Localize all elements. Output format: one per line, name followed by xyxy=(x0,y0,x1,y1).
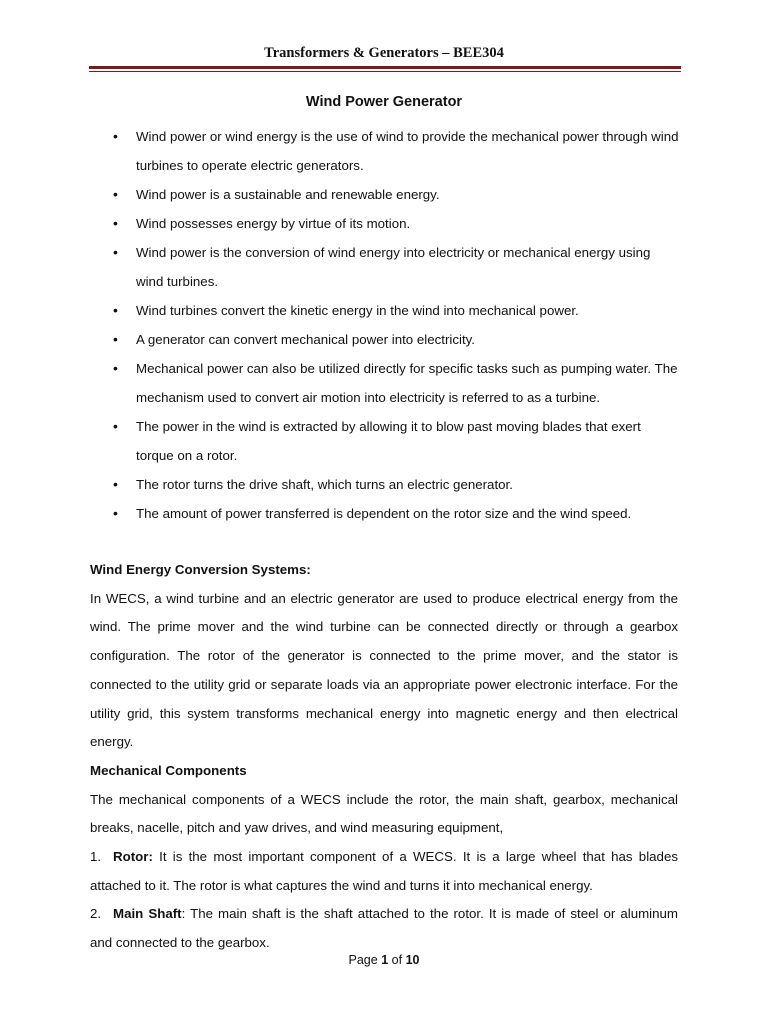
bullet-item: • Wind turbines convert the kinetic energy in the wind into mechanical power. xyxy=(112,296,680,325)
bullet-item: • The power in the wind is extracted by allowing it to blow past moving blades that exert torque on a rotor. xyxy=(112,412,680,470)
bullet-item: • Wind possesses energy by virtue of its motion. xyxy=(112,209,680,238)
page-footer xyxy=(0,953,768,967)
header-rule-thin xyxy=(89,71,681,72)
bullet-item: • Wind power is a sustainable and renewable energy. xyxy=(112,180,680,209)
mechanical-intro: The mechanical components of a WECS include the rotor, the main shaft, gearbox, mechanical breaks, nacelle, pitch and yaw drives, and wind measuring equipment, xyxy=(90,791,678,836)
footer-total-pages: 10 xyxy=(405,953,420,967)
header-rule-thick xyxy=(89,66,681,69)
item-term: Main Shaft xyxy=(113,906,182,922)
wecs-paragraph: In WECS, a wind turbine and an electric generator are used to produce electrical energy from the wind. The prime mover and the wind turbine can be connected directly or through a gearbox configuration. The rotor of the generator is connected to the prime mover, and the stator is connected to the utility grid or separate loads via an appropriate power electronic interface. For the utility grid, this system transforms mechanical energy into magnetic energy and then electrical energy. xyxy=(90,590,678,750)
item-number: 2. xyxy=(90,906,102,922)
bullet-item: • The amount of power transferred is dependent on the rotor size and the wind speed. xyxy=(112,499,680,528)
item-term: Rotor: xyxy=(113,849,153,865)
running-header: Transformers & Generators – BEE304 xyxy=(264,45,504,61)
bullet-item: • A generator can convert mechanical power into electricity. xyxy=(112,325,680,354)
mechanical-heading: Mechanical Components xyxy=(90,762,247,778)
footer-prefix: Page xyxy=(348,953,378,967)
bullet-list xyxy=(112,122,680,528)
bullet-item: • Mechanical power can also be utilized directly for specific tasks such as pumping water. The mechanism used to convert air motion into electricity is referred to as a turbine. xyxy=(112,354,680,412)
item-number: 1. xyxy=(90,849,102,865)
bullet-item: • The rotor turns the drive shaft, which turns an electric generator. xyxy=(112,470,680,499)
footer-current-page: 1 xyxy=(381,953,389,967)
footer-of: of xyxy=(391,953,403,967)
bullet-item: • Wind power or wind energy is the use of wind to provide the mechanical power through wind turbines to operate electric generators. xyxy=(112,122,680,180)
item-text: : The main shaft is the shaft attached to the rotor. It is made of steel or aluminum and connected to the gearbox. xyxy=(90,906,678,951)
item-text: It is the most important component of a WECS. It is a large wheel that has blades attached to it. The rotor is what captures the wind and turns it into mechanical energy. xyxy=(90,849,678,893)
wecs-heading: Wind Energy Conversion Systems: xyxy=(90,562,311,577)
component-item-rotor xyxy=(90,843,678,900)
body-section xyxy=(90,556,678,958)
component-item-main-shaft xyxy=(90,900,678,957)
bullet-item: • Wind power is the conversion of wind energy into electricity or mechanical energy using wind turbines. xyxy=(112,238,680,296)
page-title: Wind Power Generator xyxy=(305,94,463,110)
